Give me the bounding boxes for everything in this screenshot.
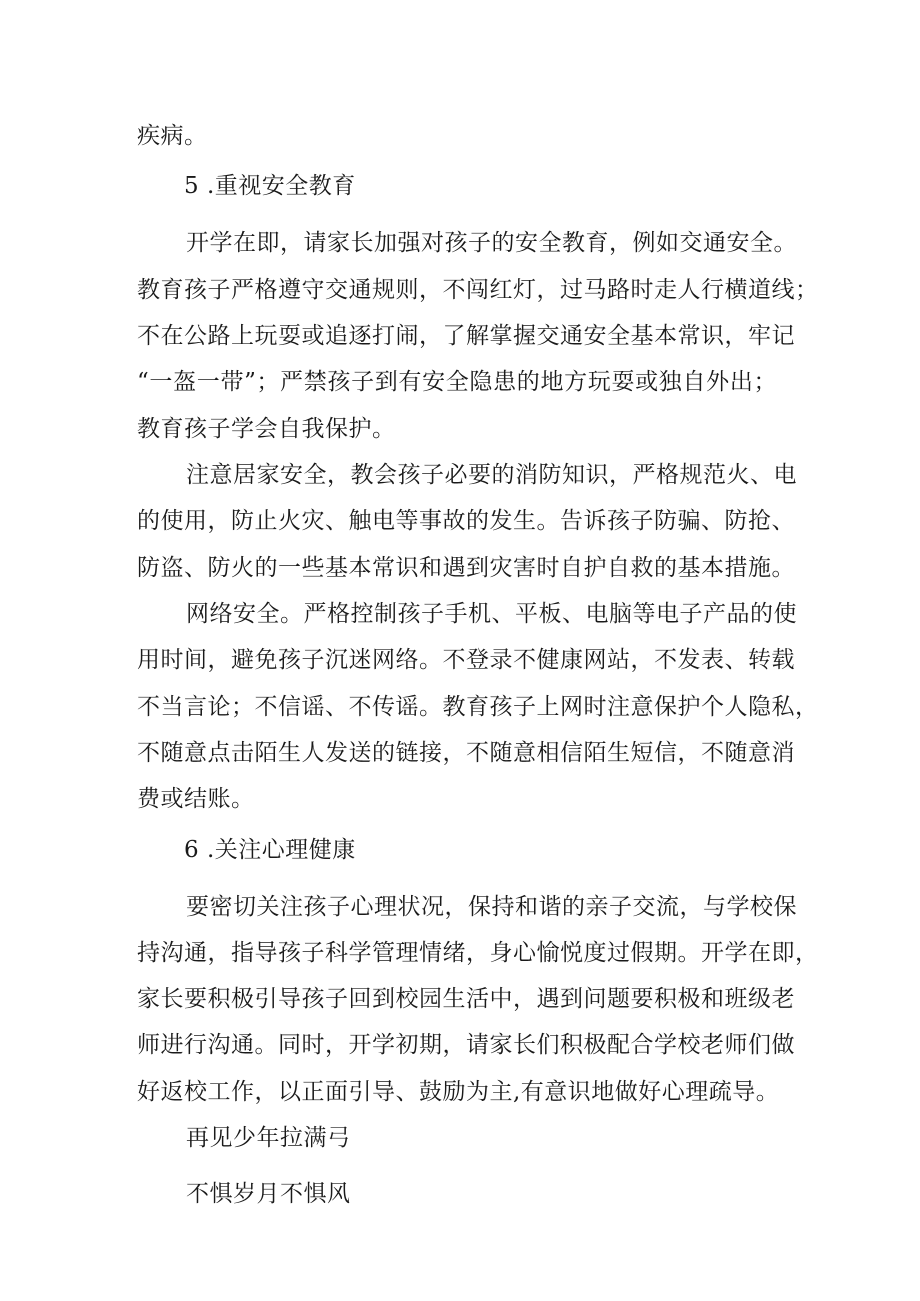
section-heading-6: 6 .关注心理健康: [184, 837, 356, 863]
text-line-13: 不当言论；不信谣、不传谣。教育孩子上网时注意保护个人隐私，: [137, 694, 819, 720]
closing-line-1: 再见少年拉满弓: [186, 1125, 351, 1151]
text-line-18: 持沟通，指导孩子科学管理情绪，身心愉悦度过假期。开学在即，: [137, 940, 819, 966]
text-line-5: 不在公路上玩耍或追逐打闹，了解掌握交通安全基本常识，牢记: [137, 323, 795, 349]
text-line-8: 注意居家安全，教会孩子必要的消防知识，严格规范火、电: [186, 462, 797, 488]
text-line-21: 好返校工作，以正面引导、鼓励为主,有意识地做好心理疏导。: [137, 1079, 780, 1105]
text-line-14: 不随意点击陌生人发送的链接，不随意相信陌生短信，不随意消: [137, 740, 795, 766]
text-line-12: 用时间，避免孩子沉迷网络。不登录不健康网站，不发表、转载: [137, 647, 795, 673]
text-line-19: 家长要积极引导孩子回到校园生活中，遇到问题要积极和班级老: [137, 986, 795, 1012]
text-line-15: 费或结账。: [137, 786, 255, 812]
closing-line-2: 不惧岁月不惧风: [186, 1181, 351, 1207]
text-line-20: 师进行沟通。同时，开学初期，请家长们积极配合学校老师们做: [137, 1032, 795, 1058]
text-line-1: 疾病。: [137, 123, 208, 149]
text-line-11: 网络安全。严格控制孩子手机、平板、电脑等电子产品的使: [186, 601, 797, 627]
section-heading-5: 5 .重视安全教育: [184, 173, 356, 199]
text-line-9: 的使用，防止火灾、触电等事故的发生。告诉孩子防骗、防抢、: [137, 508, 795, 534]
text-line-10: 防盗、防火的一些基本常识和遇到灾害时自护自救的基本措施。: [137, 555, 795, 581]
text-line-3: 开学在即，请家长加强对孩子的安全教育，例如交通安全。: [186, 230, 797, 256]
text-line-4: 教育孩子严格遵守交通规则，不闯红灯，过马路时走人行横道线；: [137, 277, 819, 303]
text-line-7: 教育孩子学会自我保护。: [137, 416, 396, 442]
text-line-6: “一盔一带”；严禁孩子到有安全隐患的地方玩耍或独自外出；: [137, 369, 777, 395]
text-line-17: 要密切关注孩子心理状况，保持和谐的亲子交流，与学校保: [186, 894, 797, 920]
